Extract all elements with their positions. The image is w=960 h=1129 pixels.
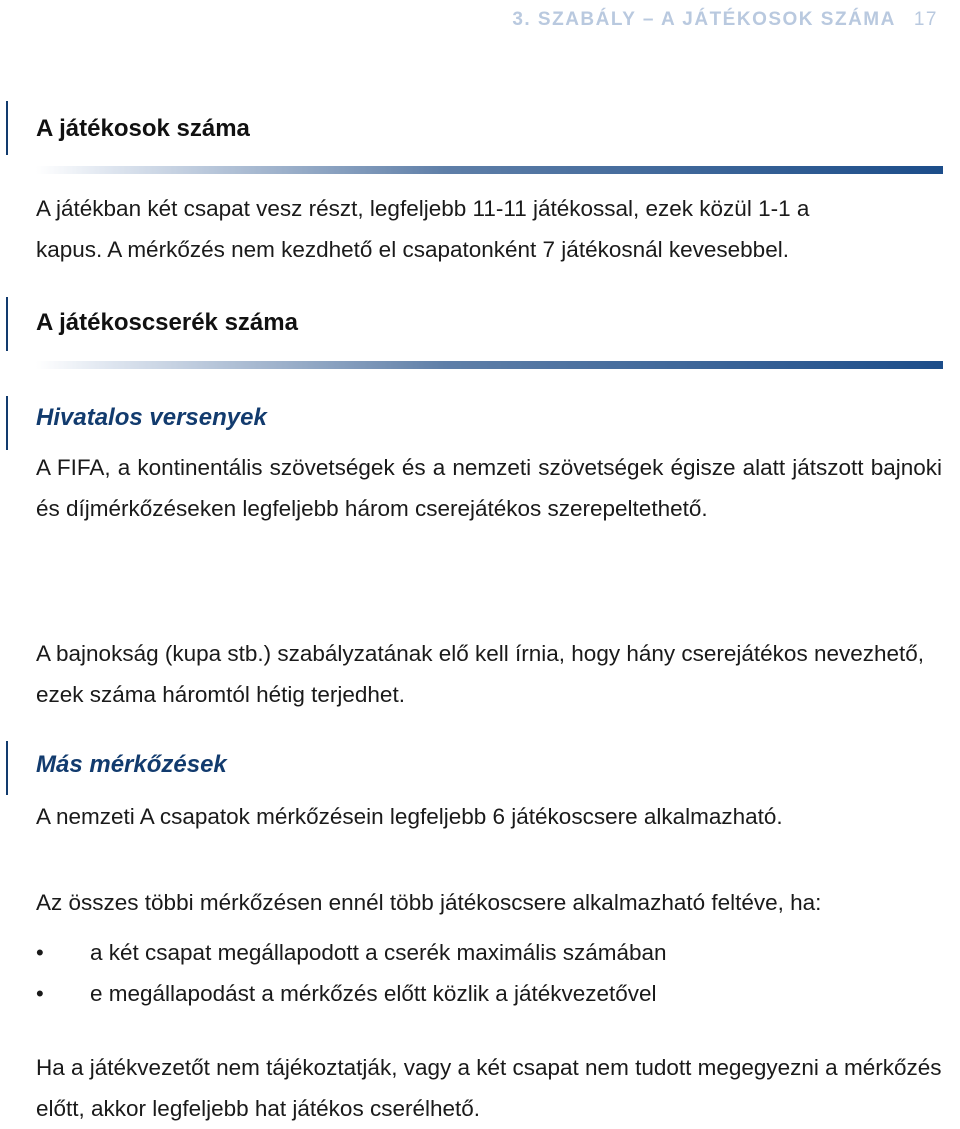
chapter-title: 3. SZABÁLY – A JÁTÉKOSOK SZÁMA xyxy=(512,9,896,30)
bullet-icon: • xyxy=(36,940,44,965)
heading-players-count: A játékosok száma xyxy=(36,115,250,142)
paragraph-line: A játékban két csapat vesz részt, legfeljebb 11-11 játékossal, ezek közül 1-1 a xyxy=(36,196,810,221)
players-count-paragraph xyxy=(36,188,942,270)
list-item xyxy=(36,973,942,1014)
running-header xyxy=(512,9,938,31)
section-marker xyxy=(6,297,8,351)
closing-paragraph: Ha a játékvezetőt nem tájékoztatják, vagy a két csapat nem tudott megegyezni a mérkőzés előtt, akkor legfeljebb hat játékos cserélhető. xyxy=(36,1055,942,1121)
section-rule xyxy=(36,166,943,174)
heading-substitutions-count: A játékoscserék száma xyxy=(36,309,298,336)
bullet-icon: • xyxy=(36,981,44,1006)
page-number: 17 xyxy=(913,9,938,30)
conditions-list xyxy=(36,932,942,1014)
paragraph-line: kapus. A mérkőzés nem kezdhető el csapatonként 7 játékosnál kevesebbel. xyxy=(36,237,789,262)
list-item-text: a két csapat megállapodott a cserék maximális számában xyxy=(90,940,667,965)
list-item-text: e megállapodást a mérkőzés előtt közlik a játékvezetővel xyxy=(90,981,657,1006)
section-rule xyxy=(36,361,943,369)
heading-other-matches: Más mérkőzések xyxy=(36,751,227,778)
list-item xyxy=(36,932,942,973)
subsection-marker xyxy=(6,741,8,795)
section-marker xyxy=(6,101,8,155)
other-intro-paragraph: Az összes többi mérkőzésen ennél több játékoscsere alkalmazható feltéve, ha: xyxy=(36,890,822,915)
subsection-marker xyxy=(6,396,8,450)
other-paragraph: A nemzeti A csapatok mérkőzésein legfeljebb 6 játékoscsere alkalmazható. xyxy=(36,804,783,829)
heading-official-competitions: Hivatalos versenyek xyxy=(36,404,267,431)
official-paragraph: A FIFA, a kontinentális szövetségek és a nemzeti szövetségek égisze alatt játszott bajnoki és díjmérkőzéseken legfeljebb három cserejátékos szerepeltethető. xyxy=(36,455,942,521)
official-paragraph-2: A bajnokság (kupa stb.) szabályzatának elő kell írnia, hogy hány cserejátékos nevezhető, ezek száma háromtól hétig terjedhet. xyxy=(36,641,925,707)
